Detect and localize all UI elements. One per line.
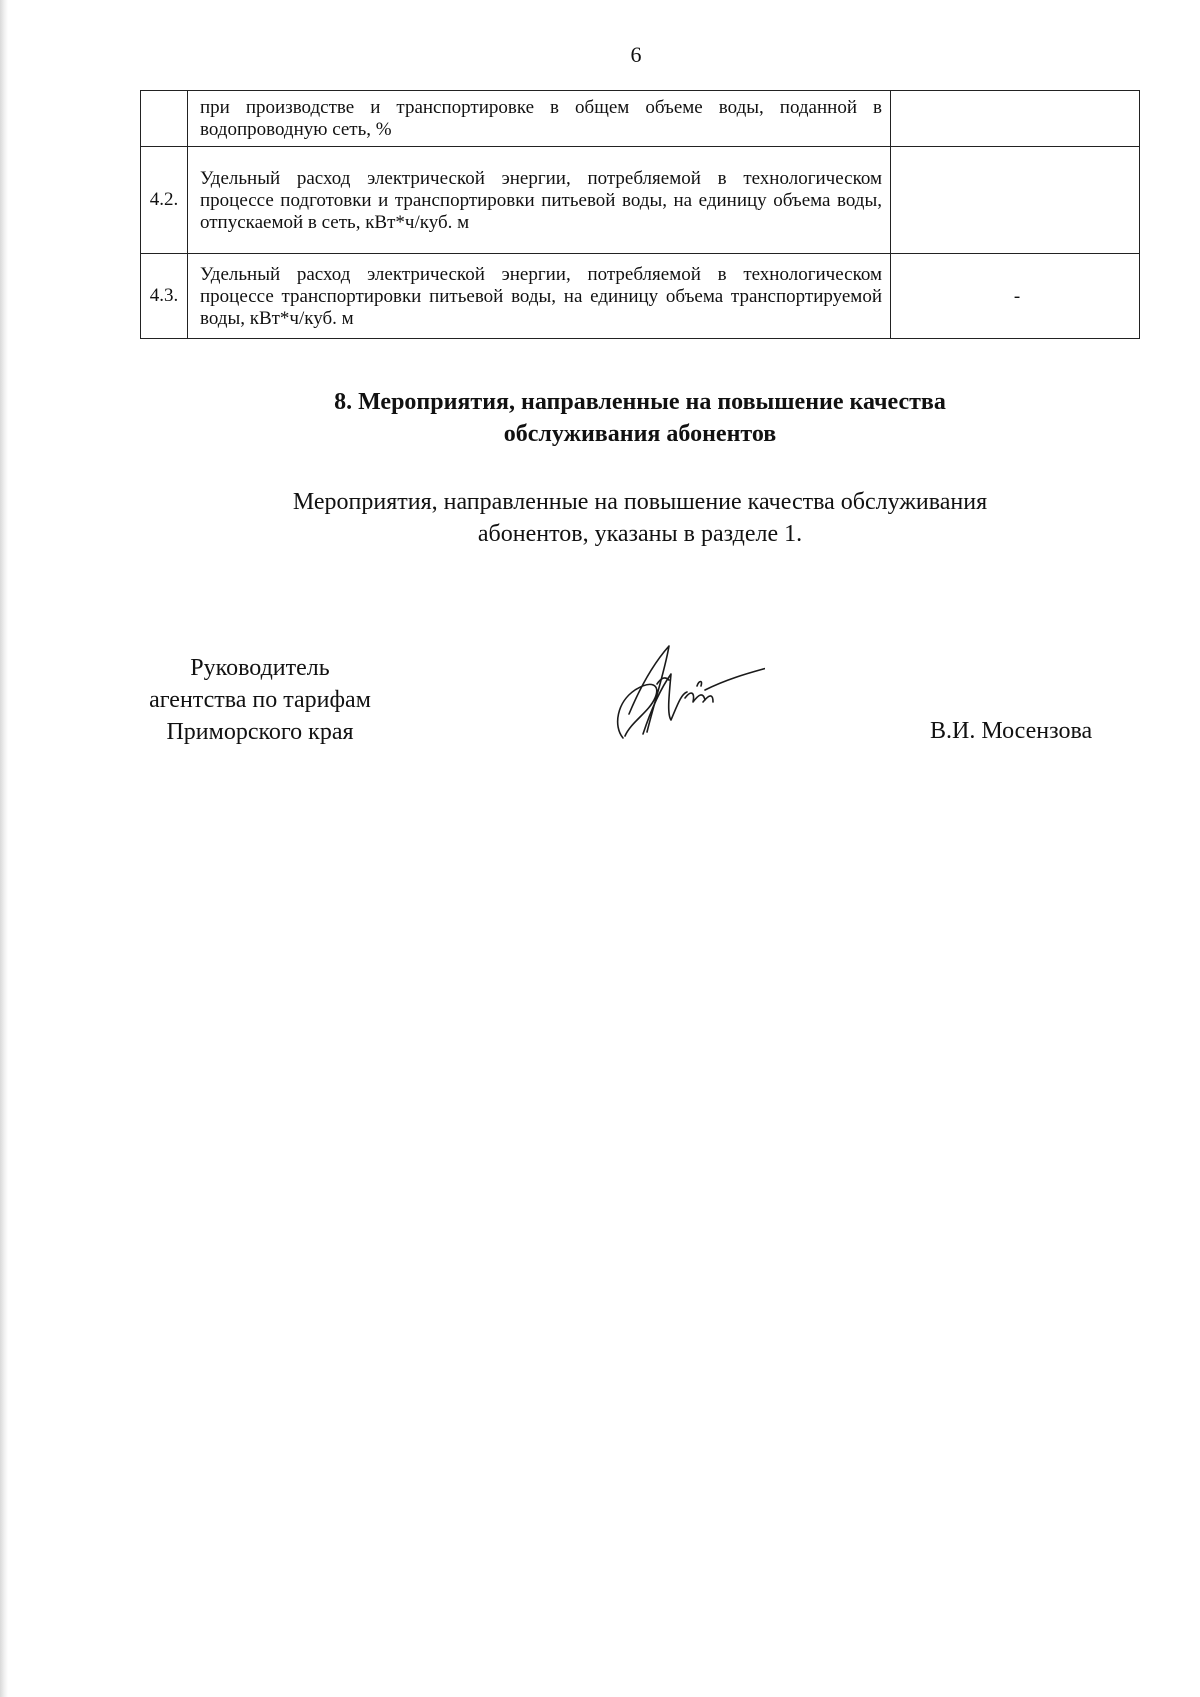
section-body-line: абонентов, указаны в разделе 1. xyxy=(477,521,803,547)
table-row xyxy=(141,91,1140,147)
indicator-name: Удельный расход электрической энергии, потребляемой в технологическом процессе подготовки и транспортировки питьевой воды, на единицу объема воды, отпускаемой в сеть, кВт*ч/куб. м xyxy=(188,147,891,254)
indicator-value xyxy=(891,91,1140,147)
row-number: 4.3. xyxy=(141,254,188,339)
table-row xyxy=(141,147,1140,254)
signatory-position xyxy=(110,652,410,748)
signatory-position-line: Приморского края xyxy=(166,719,354,745)
row-number: 4.2. xyxy=(141,147,188,254)
section-title-line: обслуживания абонентов xyxy=(503,421,777,447)
table-row xyxy=(141,254,1140,339)
indicator-value xyxy=(891,147,1140,254)
signatory-name: В.И. Мосензова xyxy=(930,718,1093,744)
indicator-name: при производстве и транспортировке в общем объеме воды, поданной в водопроводную сеть, % xyxy=(188,91,891,147)
section-title xyxy=(200,386,1080,450)
section-body-line: Мероприятия, направленные на повышение качества обслуживания xyxy=(292,489,988,515)
indicator-value: - xyxy=(891,254,1140,339)
signatory-position-line: агентства по тарифам xyxy=(149,687,371,713)
signatory-position-line: Руководитель xyxy=(190,655,330,681)
scan-edge-shadow xyxy=(0,0,8,1697)
handwritten-signature xyxy=(595,640,765,750)
indicator-name: Удельный расход электрической энергии, потребляемой в технологическом процессе транспортировки питьевой воды, на единицу объема транспортируемой воды, кВт*ч/куб. м xyxy=(188,254,891,339)
row-number xyxy=(141,91,188,147)
section-title-line: 8. Мероприятия, направленные на повышение качества xyxy=(334,389,946,415)
section-body xyxy=(180,486,1100,550)
indicators-table xyxy=(140,90,1140,339)
page-number: 6 xyxy=(630,42,642,67)
